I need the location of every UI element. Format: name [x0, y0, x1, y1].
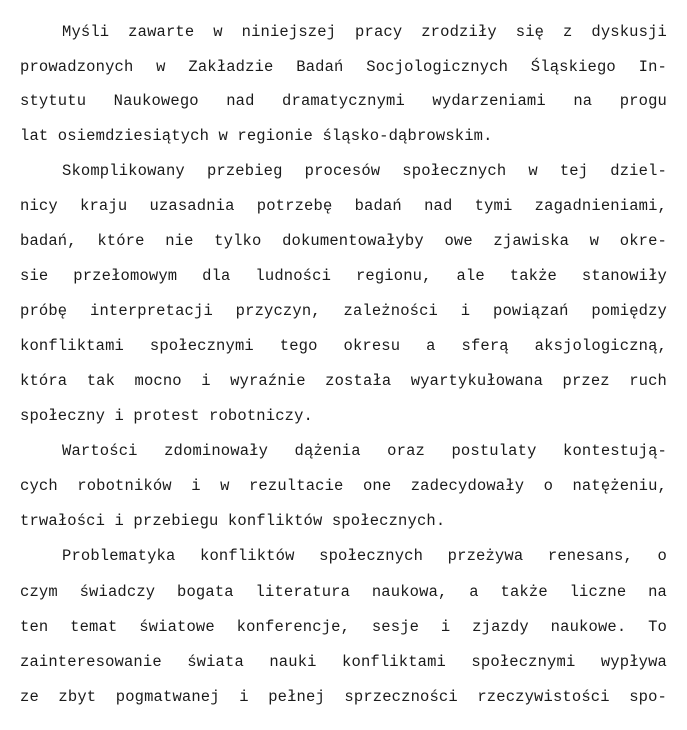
text-line-3: stytutu Naukowego nad dramatycznymi wydarzeniami na progu [20, 92, 667, 110]
text-line-8: sie przełomowym dla ludności regionu, ale także stanowiły [20, 267, 667, 285]
text-line-14: cych robotników i w rezultacie one zadecydowały o natężeniu, [20, 477, 667, 495]
text-line-6: nicy kraju uzasadnia potrzebę badań nad tymi zagadnieniami, [20, 197, 667, 215]
text-line-5: Skomplikowany przebieg procesów społecznych w tej dziel- [62, 162, 667, 180]
text-line-10: konfliktami społecznymi tego okresu a sferą aksjologiczną, [20, 337, 667, 355]
text-line-13: Wartości zdominowały dążenia oraz postulaty kontestują- [62, 442, 667, 460]
text-line-17: czym świadczy bogata literatura naukowa, a także liczne na [20, 583, 667, 601]
text-line-11: która tak mocno i wyraźnie została wyartykułowana przez ruch [20, 372, 667, 390]
text-line-7: badań, które nie tylko dokumentowałyby owe zjawiska w okre- [20, 232, 667, 250]
text-line-12: społeczny i protest robotniczy. [20, 407, 313, 425]
text-line-16: Problematyka konfliktów społecznych przeżywa renesans, o [62, 547, 667, 565]
text-line-19: zainteresowanie świata nauki konfliktami społecznymi wypływa [20, 653, 667, 671]
text-line-9: próbę interpretacji przyczyn, zależności i powiązań pomiędzy [20, 302, 667, 320]
text-line-18: ten temat światowe konferencje, sesje i zjazdy naukowe. To [20, 618, 667, 636]
text-line-2: prowadzonych w Zakładzie Badań Socjologicznych Śląskiego In- [20, 58, 667, 76]
text-line-4: lat osiemdziesiątych w regionie śląsko-dąbrowskim. [20, 127, 493, 145]
text-line-1: Myśli zawarte w niniejszej pracy zrodziły się z dyskusji [62, 23, 667, 41]
text-line-20: ze zbyt pogmatwanej i pełnej sprzeczności rzeczywistości spo- [20, 688, 667, 706]
text-line-15: trwałości i przebiegu konfliktów społecznych. [20, 512, 446, 530]
